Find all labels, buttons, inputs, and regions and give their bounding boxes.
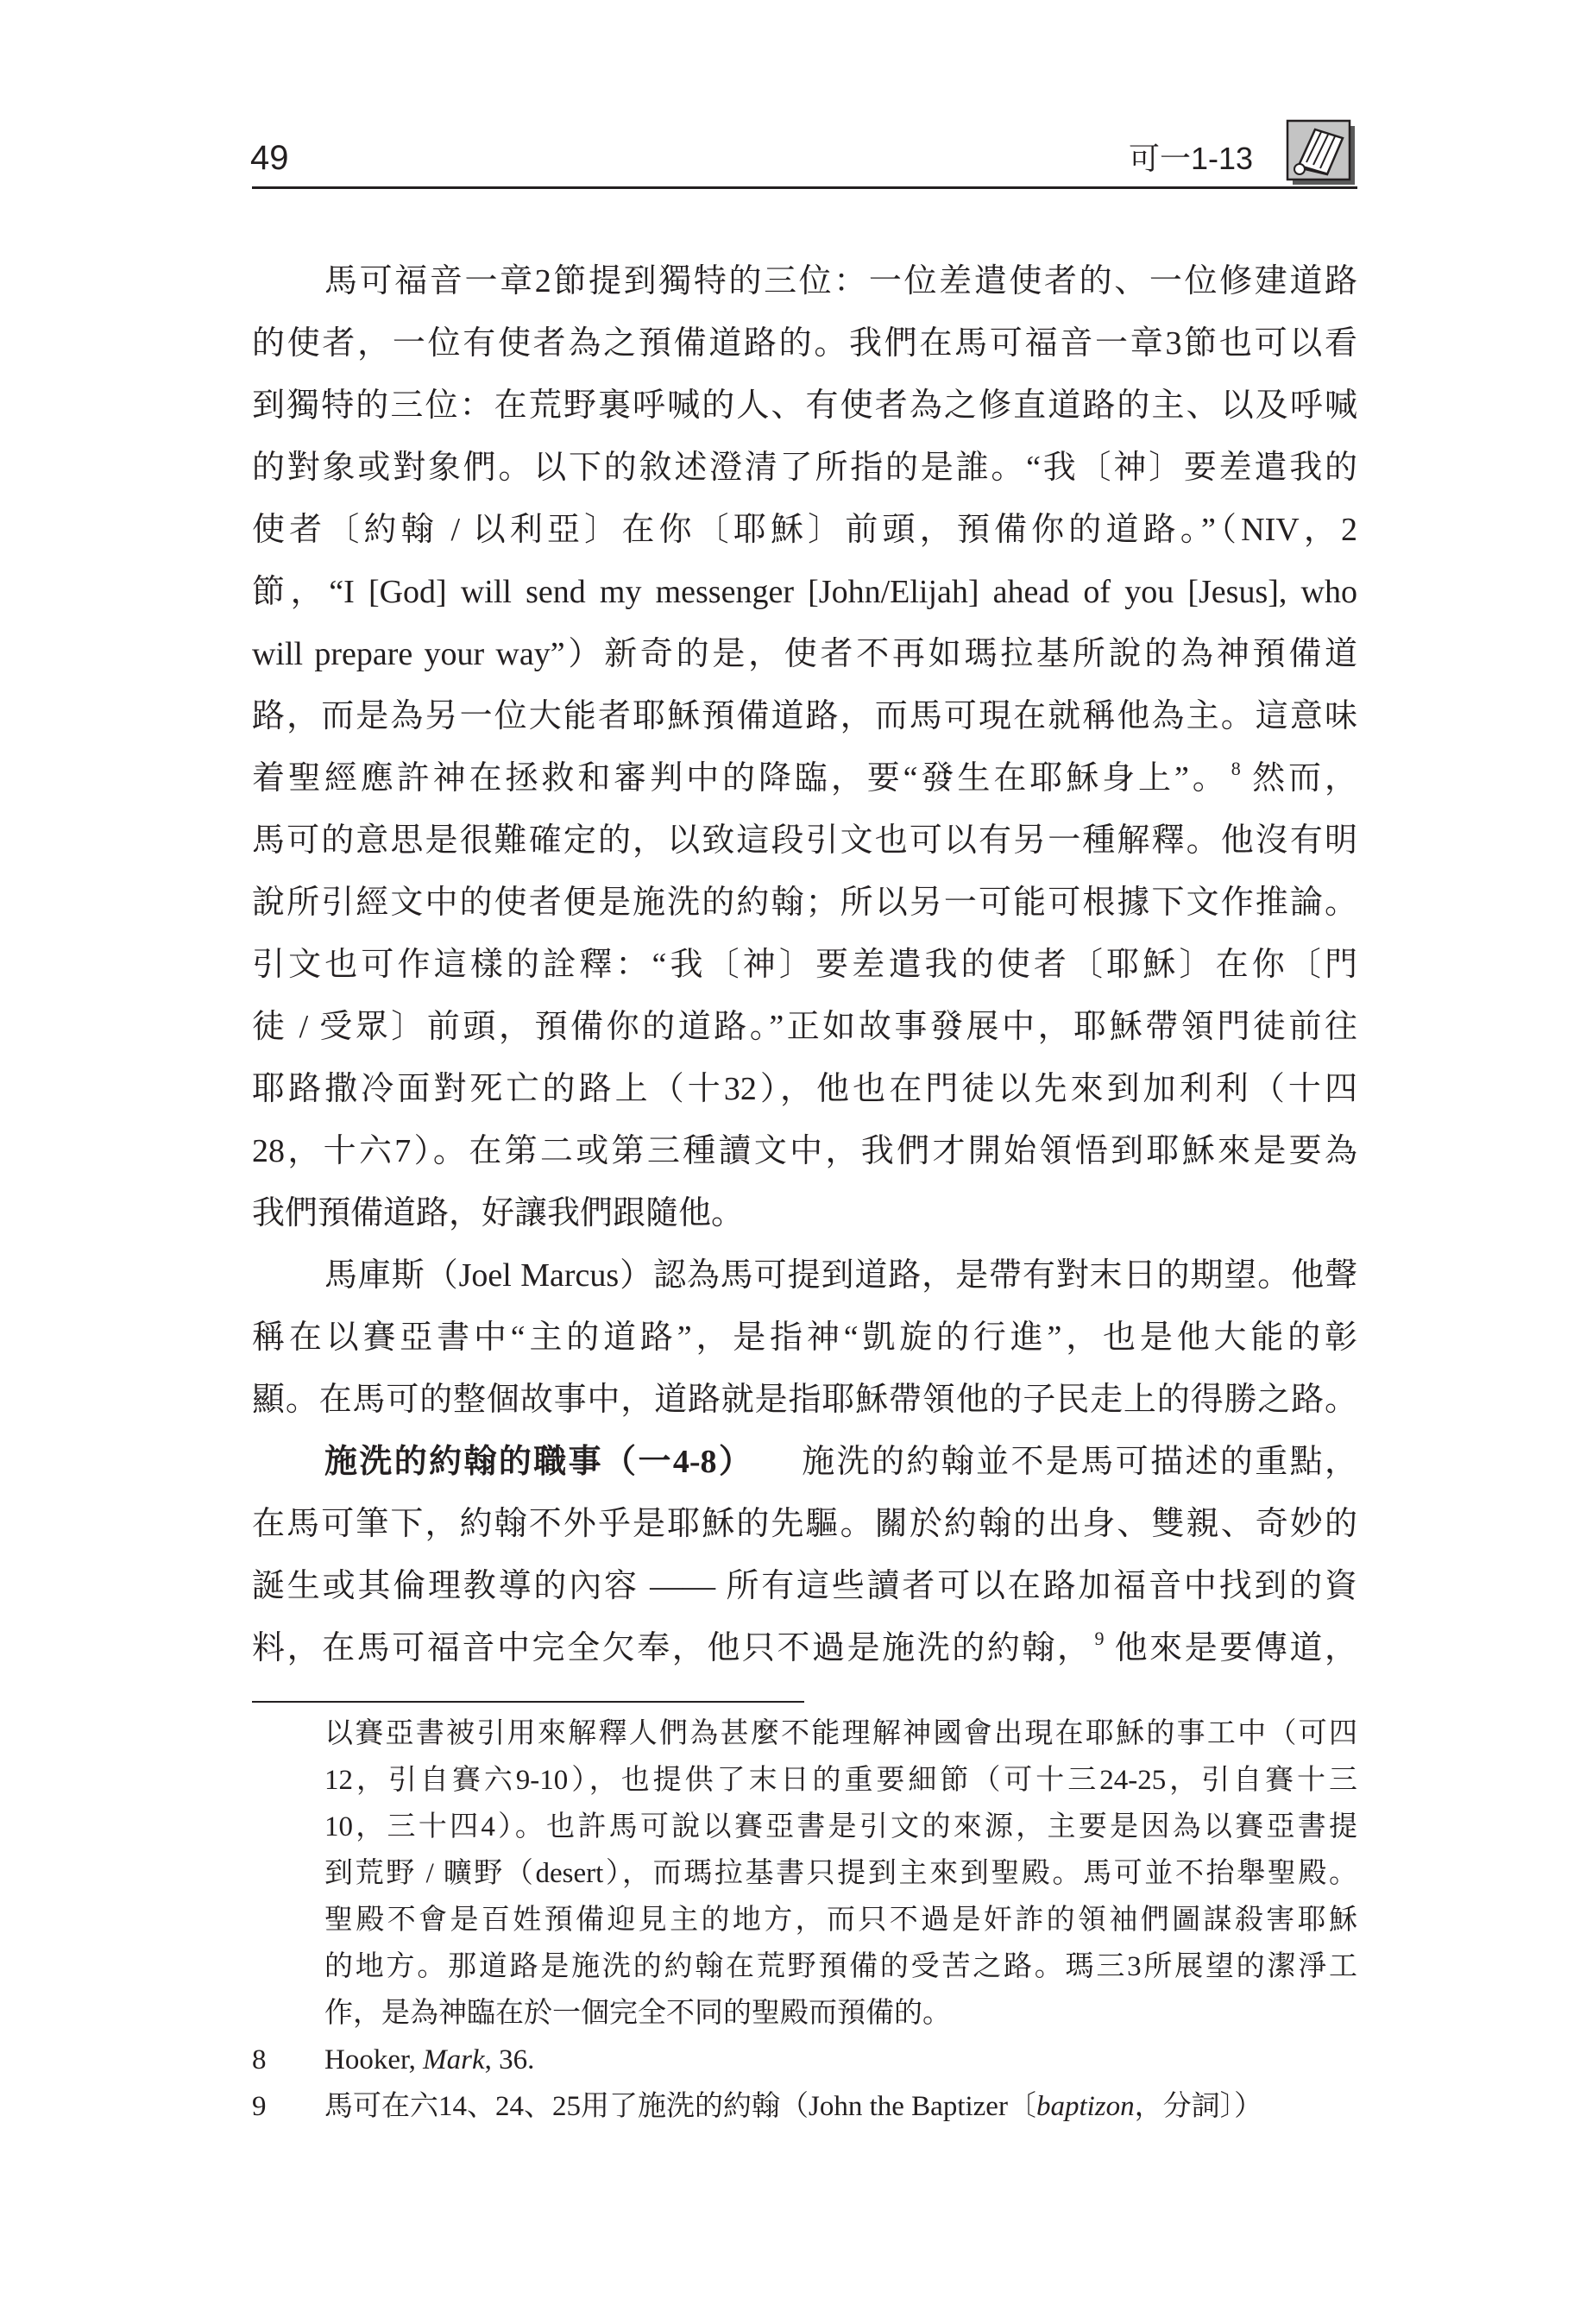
body-line: 徒 / 受眾〕前頭，預備你的道路。”正如故事發展中，耶穌帶領門徒前往 — [252, 1009, 1357, 1045]
body-line: 的使者，一位有使者為之預備道路的。我們在馬可福音一章3節也可以看 — [252, 325, 1357, 362]
body-line — [252, 1431, 1357, 1493]
footnote-line: 以賽亞書被引用來解釋人們為甚麼不能理解神國會出現在耶穌的事工中（可四 — [324, 1718, 1357, 1749]
footnote-number: 8 — [252, 2044, 267, 2075]
footnote-line: 的地方。那道路是施洗的約翰在荒野預備的受苦之路。瑪三3所展望的潔淨工 — [324, 1951, 1357, 1982]
body-line: 引文也可作這樣的詮釋：“我〔神〕要差遣我的使者〔耶穌〕在你〔門 — [252, 947, 1357, 983]
footnote-italic: Mark — [423, 2044, 485, 2075]
body-line: 在馬可筆下，約翰不外乎是耶穌的先驅。關於約翰的出身、雙親、奇妙的 — [252, 1506, 1357, 1542]
body-line — [252, 747, 1357, 809]
body-line: 的對象或對象們。以下的敘述澄清了所指的是誰。“我〔神〕要差遣我的 — [252, 450, 1357, 486]
footnotes — [252, 1710, 1357, 2130]
footnote-number: 9 — [252, 2091, 267, 2122]
footnote-line: 聖殿不會是百姓預備迎見主的地方，而只不過是奸詐的領袖們圖謀殺害耶穌 — [324, 1905, 1357, 1936]
book-icon — [1286, 119, 1357, 186]
body-line: 使者〔約翰 / 以利亞〕在你〔耶穌〕前頭，預備你的道路。”（NIV，2 — [252, 512, 1357, 548]
footnote-text — [324, 2037, 1357, 2083]
paragraph — [252, 1431, 1357, 1679]
body-line: 馬庫斯（Joel Marcus）認為馬可提到道路，是帶有對末日的期望。他聲 — [324, 1257, 1357, 1294]
footnote-text — [324, 2083, 1357, 2130]
paragraph — [252, 250, 1357, 1244]
running-head: 可一1-13 — [1128, 141, 1253, 176]
body-line-text: 施洗的約翰並不是馬可描述的重點， — [802, 1444, 1357, 1480]
body-line — [252, 1617, 1357, 1679]
body-line-text: 着聖經應許神在拯救和審判中的降臨，要“發生在耶穌身上”。 — [252, 760, 1229, 797]
footnote-ref: 9 — [1094, 1628, 1105, 1649]
footnote-text-part: 馬可在六14、24、25用了施洗的約翰（John the Baptizer〔 — [324, 2091, 1036, 2122]
header-rule — [252, 186, 1357, 189]
body-line: 28，十六7）。在第二或第三種讀文中，我們才開始領悟到耶穌來是要為 — [252, 1133, 1357, 1169]
body-line-text: 他來是要傳道， — [1104, 1630, 1357, 1666]
footnote — [252, 2037, 1357, 2083]
main-text — [252, 250, 1357, 1679]
body-line: 馬可福音一章2節提到獨特的三位：一位差遣使者的、一位修建道路 — [324, 263, 1357, 299]
body-line: 稱在以賽亞書中“主的道路”，是指神“凱旋的行進”，也是他大能的彰 — [252, 1319, 1357, 1356]
footnote-line: 到荒野 / 曠野（desert），而瑪拉基書只提到主來到聖殿。馬可並不抬舉聖殿。 — [324, 1858, 1357, 1889]
footnote-continued — [252, 1710, 1357, 2037]
footnote-italic: baptizon — [1035, 2091, 1135, 2122]
page-number: 49 — [250, 139, 289, 177]
footnote-text-part: , 36. — [484, 2044, 535, 2075]
body-line-text: 料，在馬可福音中完全欠奉，他只不過是施洗的約翰， — [252, 1630, 1092, 1666]
body-line: 節，“I [God] will send my messenger [John/Elijah] ahead of you [Jesus], who — [252, 574, 1357, 610]
body-line: 顯。在馬可的整個故事中，道路就是指耶穌帶領他的子民走上的得勝之路。 — [252, 1382, 1357, 1418]
body-line: 耶路撒冷面對死亡的路上（十32），他也在門徒以先來到加利利（十四 — [252, 1071, 1357, 1107]
body-line: 馬可的意思是很難確定的，以致這段引文也可以有另一種解釋。他沒有明 — [252, 822, 1357, 859]
body-line: 說所引經文中的使者便是施洗的約翰；所以另一可能可根據下文作推論。 — [252, 885, 1357, 921]
footnote-ref: 8 — [1231, 758, 1241, 779]
body-line-text: 然而， — [1240, 760, 1357, 797]
body-line: will prepare your way”）新奇的是，使者不再如瑪拉基所說的為神預備道 — [252, 636, 1357, 672]
footnote-text-part: Hooker, — [324, 2044, 424, 2075]
body-line: 我們預備道路，好讓我們跟隨他。 — [252, 1195, 745, 1231]
body-line: 到獨特的三位：在荒野裏呼喊的人、有使者為之修直道路的主、以及呼喊 — [252, 387, 1357, 424]
paragraph — [252, 1244, 1357, 1431]
footnote-line: 10，三十四4）。也許馬可說以賽亞書是引文的來源，主要是因為以賽亞書提 — [324, 1811, 1357, 1842]
footnote-text-part: ，分詞〕） — [1134, 2091, 1263, 2122]
section-heading: 施洗的約翰的職事（一4-8） — [324, 1444, 754, 1480]
footnote — [252, 2083, 1357, 2130]
footnote-separator — [252, 1701, 804, 1703]
footnote-line: 12，引自賽六9-10），也提供了末日的重要細節（可十三24-25，引自賽十三 — [324, 1765, 1357, 1796]
footnote-line: 作，是為神臨在於一個完全不同的聖殿而預備的。 — [324, 1998, 951, 2029]
body-line: 路，而是為另一位大能者耶穌預備道路，而馬可現在就稱他為主。這意味 — [252, 698, 1357, 734]
body-line: 誕生或其倫理教導的內容 —— 所有這些讀者可以在路加福音中找到的資 — [252, 1568, 1357, 1604]
